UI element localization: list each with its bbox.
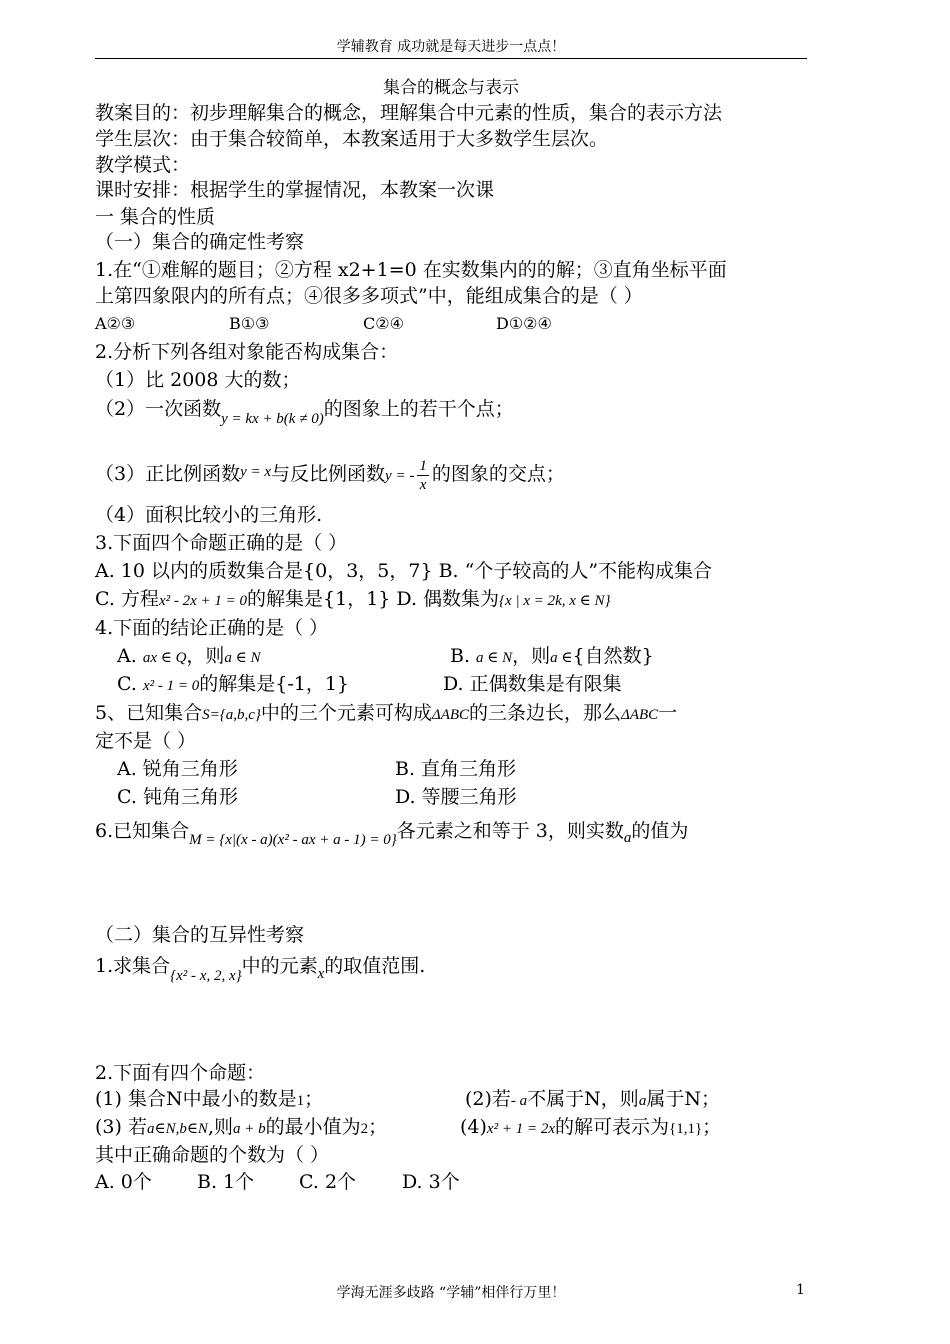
q8-option-d: D. 3个	[402, 1171, 460, 1193]
q2-item3	[95, 452, 815, 502]
q6-line	[95, 819, 815, 848]
q2-item2	[95, 397, 815, 427]
q4-a-math2: a ∈ N	[224, 650, 261, 666]
q2-item2-pre: （2）一次函数	[95, 398, 222, 420]
fraction-numerator: 1	[419, 457, 427, 474]
q8-p1-math: 1	[296, 1093, 305, 1109]
q2-item3-pre: （3）正比例函数	[95, 463, 241, 485]
q8-p4-post: ；	[702, 1116, 722, 1138]
q8-p3-post: ；	[368, 1116, 388, 1138]
q2-stem: 2.分析下列各组对象能否构成集合：	[95, 341, 399, 363]
q2-item3-mid: 与反比例函数	[271, 463, 386, 485]
q5-line1	[95, 701, 815, 727]
q2-item2-math: y = kx + b(k ≠ 0)	[221, 411, 324, 427]
q3-line-a: A. 10 以内的质数集合是{0，3，5，7} B. “个子较高的人”不能构成集合	[95, 560, 713, 582]
q8-p3-mid: ,则	[207, 1116, 233, 1138]
q8-p2-mid: 不属于N，则	[527, 1088, 639, 1110]
q3-stem: 3.下面四个命题正确的是（ ）	[95, 532, 348, 554]
q3-line-c	[95, 587, 815, 613]
q8-p2-pre: (2)若	[465, 1088, 511, 1110]
q5-option-a: A. 锐角三角形	[117, 758, 238, 780]
q3-c-pre: C. 方程	[95, 588, 159, 610]
q8-p3-pre: (3) 若	[95, 1116, 147, 1138]
q1-option-d: D①②④	[496, 314, 552, 333]
q1-line2: 上第四象限内的所有点；④很多多项式”中，能组成集合的是（ ）	[95, 285, 643, 307]
q4-stem: 4.下面的结论正确的是（ ）	[95, 617, 329, 639]
q5-math-triangle: ΔABC	[431, 707, 470, 723]
q4-a-math: ax ∈ Q	[142, 650, 187, 666]
q4-c-post: 的解集是{-1，1}	[199, 673, 350, 695]
q8-option-c: C. 2个	[299, 1171, 357, 1193]
q6-math2: a	[623, 830, 632, 846]
q8-proposition-1	[95, 1087, 323, 1113]
q8-p1-pre: (1) 集合N中最小的数是	[95, 1088, 297, 1110]
q4-b-post: {自然数}	[572, 645, 654, 667]
q7-pre: 1.求集合	[95, 955, 171, 977]
q8-p4-math: x² + 1 = 2x	[486, 1121, 555, 1137]
q8-p2-math2: a	[638, 1093, 647, 1109]
q2-item3-post: 的图象的交点；	[431, 463, 565, 485]
q4-option-d: D. 正偶数集是有限集	[443, 673, 622, 695]
q4-b-label: B.	[450, 645, 477, 667]
q1-option-b: B①③	[229, 314, 270, 333]
q8-option-b: B. 1个	[197, 1171, 255, 1193]
q2-item2-post: 的图象上的若干个点；	[323, 398, 514, 420]
q4-option-b	[450, 644, 654, 670]
q8-option-a: A. 0个	[95, 1171, 152, 1193]
q8-p1-post: ；	[304, 1088, 324, 1110]
q3-d-math: {x | x = 2k, x ∈ N}	[499, 593, 611, 609]
q7-mid: 中的元素	[241, 955, 318, 977]
q5-option-c: C. 钝角三角形	[117, 786, 238, 808]
q6-mid: 各元素之和等于 3，则实数	[396, 820, 624, 842]
q5-post: 一	[658, 702, 678, 724]
q2-item3-math1: y = x	[240, 464, 272, 480]
page-number: 1	[796, 1282, 805, 1298]
q4-c-math: x² - 1 = 0	[142, 678, 200, 694]
q6-math: M = {x|(x - a)(x² - ax + a - 1) = 0}	[189, 832, 397, 848]
q7-line	[95, 954, 815, 984]
q5-option-b: B. 直角三角形	[395, 758, 517, 780]
q1-line1: 1.在“①难解的题目；②方程 x2+1=0 在实数集内的的解；③直角坐标平面	[95, 259, 727, 281]
subsection-heading: （一）集合的确定性考察	[95, 231, 305, 253]
q8-p3-math2: a + b	[232, 1121, 266, 1137]
q5-mid2: 的三条边长，那么	[469, 702, 622, 724]
q8-p4-pre: (4)	[460, 1116, 487, 1138]
q8-p4-math2: {1,1}	[669, 1121, 703, 1137]
meta-mode: 教学模式：	[95, 154, 191, 176]
q3-c-math: x² - 2x + 1 = 0	[158, 593, 248, 609]
q4-b-mid: ，则	[512, 645, 551, 667]
q4-option-a	[117, 644, 261, 670]
q3-c-mid: 的解集是{1，1} D. 偶数集为	[247, 588, 500, 610]
q1-option-c: C②④	[363, 314, 404, 333]
q6-post: 的值为	[631, 820, 689, 842]
q8-p3-math: a∈N,b∈N	[146, 1121, 208, 1137]
header-rule	[95, 58, 807, 59]
q8-p4-mid: 的解可表示为	[554, 1116, 669, 1138]
page-footer: 学海无涯多歧路 “学辅”相伴行万里！	[336, 1285, 566, 1301]
q5-math-triangle2: ΔABC	[621, 707, 659, 723]
q4-b-math: a ∈ N	[476, 650, 513, 666]
q5-math-set: S={a,b,c}	[202, 707, 261, 723]
meta-schedule: 课时安排：根据学生的掌握情况，本教案一次课	[95, 179, 495, 201]
q5-pre: 5、已知集合	[95, 702, 203, 724]
q8-ask: 其中正确命题的个数为（ ）	[95, 1144, 330, 1166]
q5-line2: 定不是（ ）	[95, 730, 197, 752]
page-header: 学辅教育 成功就是每天进步一点点！	[336, 39, 566, 55]
q5-option-d: D. 等腰三角形	[395, 786, 517, 808]
page-title: 集合的概念与表示	[383, 78, 519, 98]
q8-proposition-3	[95, 1115, 387, 1141]
q1-option-a: A②③	[95, 314, 136, 333]
q4-c-label: C.	[117, 673, 143, 695]
q8-proposition-2	[465, 1087, 720, 1113]
q2-item1: （1）比 2008 大的数；	[95, 369, 301, 391]
q7-math2: x	[317, 966, 325, 982]
q2-item4: （4）面积比较小的三角形.	[95, 504, 323, 526]
q7-math: {x² - x, 2, x}	[170, 968, 242, 984]
section-heading: 一 集合的性质	[95, 206, 216, 228]
q4-a-label: A.	[117, 645, 143, 667]
subsection2-heading: （二）集合的互异性考察	[95, 924, 305, 946]
q8-p3-mid2: 的最小值为	[265, 1116, 361, 1138]
q2-item3-fraction	[417, 457, 429, 494]
fraction-denominator: x	[419, 476, 427, 493]
q2-item3-math2: y = -	[385, 468, 415, 484]
q4-a-mid: ，则	[186, 645, 225, 667]
q8-proposition-4	[460, 1115, 721, 1141]
q8-p2-math: - a	[510, 1093, 528, 1109]
q7-post: 的取值范围.	[324, 955, 426, 977]
q8-stem: 2.下面有四个命题：	[95, 1062, 266, 1084]
q8-p3-math3: 2	[360, 1121, 369, 1137]
meta-purpose: 教案目的：初步理解集合的概念，理解集合中元素的性质，集合的表示方法	[95, 102, 723, 124]
q4-b-math2: a ∈	[550, 650, 573, 666]
meta-level: 学生层次：由于集合较简单，本教案适用于大多数学生层次。	[95, 128, 609, 150]
q5-mid: 中的三个元素可构成	[260, 702, 432, 724]
q6-pre: 6.已知集合	[95, 820, 190, 842]
q8-p2-post: 属于N；	[646, 1088, 720, 1110]
q4-option-c	[117, 672, 349, 698]
